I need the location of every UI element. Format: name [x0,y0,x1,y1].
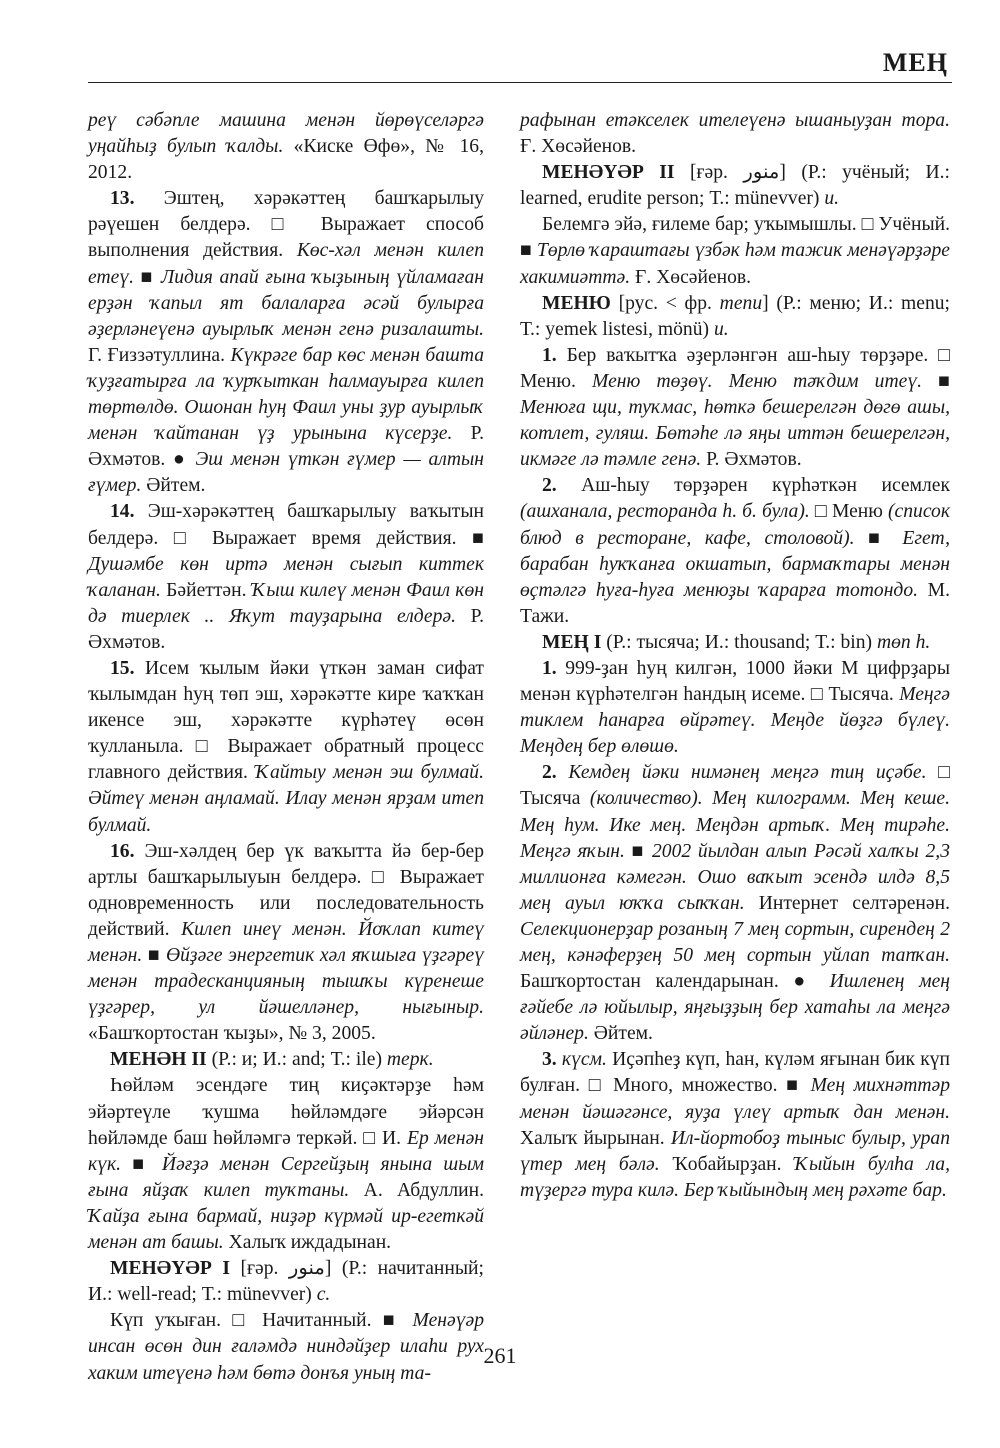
definition-text: Г. Ғиззәтуллина. [88,344,231,366]
example-text: Эш менән үткән ғүмер — алтын ғүмер. [88,449,484,497]
definition-text: Эш-хәлдең бер үк ваҡытта йә бер-бер артлы башҡарылыуын белдерә. □ Выражает одновременность или последовательность действий. [88,840,484,940]
entry-paragraph [520,760,950,1047]
definition-text: ] (Р.: меню; И.: menu; Т.: yemek listesi, mönü) [520,292,950,340]
definition-text: Күп уҡыған. □ Начитанный. ■ [110,1310,413,1332]
example-text: Лидия апай ғына ҡыҙының үйламаған ерҙән ҡапыл ят балаларға әсәй булырға әҙерләнеүенә ауырлыҡ менән генә ризалашты. [88,266,484,340]
definition-text: Белемгә эйә, ғилеме бар; уҡымышлы. □ Учёный. ■ [520,214,950,262]
definition-text: Бер ваҡытҡа әҙерләнгән аш-һыу төрҙәре. □ Меню. [520,344,950,392]
example-text: рафынан етәкселек ителеүенә ышаныуҙан тора. [520,110,950,131]
headword: МЕНӘҮӘР II [542,162,675,184]
definition-text: «Башҡортостан ҡыҙы», № 3, 2005. [88,1023,376,1045]
definition-text: [ғәр. منور] (Р.: начитанный; И.: well-read; Т.: münevver) [88,1258,484,1306]
definition-text: ■ [142,945,166,966]
example-text: Меню төҙөү. Меню тәҡдим итеү. [592,370,923,392]
headword: 15. [110,657,135,679]
headword: МЕНӘН II [110,1049,207,1071]
entry-paragraph [520,473,950,630]
example-text: с. [316,1284,331,1306]
example-text: (количество). Мең килограмм. Мең кеше. Мең һум. Ике мең. Меңдән артыҡ. Мең тирәһе. Меңгә яҡын. [520,788,950,862]
definition-text: ■ [922,370,951,392]
definition-text: А. Абдуллин. [349,1179,485,1201]
example-text: menu [719,292,763,314]
example-text: Менәүәр инсан өсөн дин ғаләмдә ниндәйҙер илаһи рух хаким итеүенә һәм бөтә донъя уның та- [88,1310,484,1384]
definition-text: □ Меню [809,501,889,523]
left-column [88,108,484,1387]
definition-text: (Р.: тысяча; И.: thousand; Т.: bin) [601,631,877,653]
definition-text: Бәйеттән. [160,579,252,601]
example-text: Менюға щи, туҡмас, һөткә бешерелгән дөгө ашы, котлет, гуляш. Бөтәһе лә яңы иттән бешерелгән, икмәге лә тәмле генә. [520,397,950,471]
entry-paragraph [88,1047,484,1073]
example-text: Ҡыйын булһа ла, түҙергә тура килә. Бер ҡыйындың мең рәхәте бар. [520,1153,950,1201]
headword: 16. [110,840,135,862]
example-text: Өйҙәге энергетик хәл яҡшыға үҙгәреү менән традесканцияның тышҡы күренеше үҙгәрер, ул йәшелләнер, нығыныр. [88,945,484,1019]
headword: 2. [542,475,557,497]
headword: МЕҢ I [542,631,602,653]
entry-paragraph [520,160,950,212]
headword: МЕНӘҮӘР I [110,1258,230,1280]
definition-text: ■ [133,266,161,288]
example-text: Килеп инеү менән. Йоҡлап китеү менән. [88,918,484,966]
headword: 13. [110,188,135,210]
headword: 2. [542,762,557,784]
example-text: Төрлө ҡараштағы үзбәк һәм тажик менәүәрҙәре хакимиәттә. [520,240,951,288]
definition-text: Р. Әхмәтов. [701,449,802,471]
entry-paragraph [88,1256,484,1308]
definition-text: ■ [624,840,652,862]
running-head: МЕҢ [882,48,948,77]
definition-text: Эш-хәрәкәттең башҡарылыу ваҡытын белдерә. □ Выражает время действия. ■ [88,501,484,549]
definition-text: Аш-һыу төрҙәрен күрһәткән исемлек [556,475,950,497]
entry-paragraph [88,186,484,499]
entry-paragraph [88,839,484,1048]
right-column [520,108,950,1204]
definition-text: 999-ҙан һуң килгән, 1000 йәки М цифрҙары менән күрһәтелгән һандың исеме. □ Тысяча. [520,657,950,706]
entry-paragraph [520,1047,950,1204]
example-text: Кемдең йәки нимәнең меңгә тиң иҫәбе. [556,762,927,784]
definition-text: Һөйләм эсендәге тиң киҫәктәрҙе һәм эйәртеүле ҡушма һөйләмдәге эйәрсән һөйләмде баш һөйләмгә теркәй. □ И. [88,1075,484,1149]
entry-paragraph [520,656,950,760]
definition-text: Ҡобайырҙан. [659,1153,795,1175]
definition-text: Халыҡ йырынан. [520,1127,671,1149]
example-text: Ил-йортобоҙ тыныс булыр, урап үтер мең бәлә. [520,1127,950,1175]
example-text: Душәмбе көн иртә менән сығып киттек ҡаланан. [88,553,484,601]
example-text: Күкрәге бар көс менән башта ҡуҙғатырға ла ҡурҡыткан һалмауырға килеп төртөлдө. Ошонан һуң Фаил уны ҙур ауырлыҡ менән ҡайтанан үҙ урынына күсерҙе. [88,344,485,445]
definition-text: Интернет селтәренән. [744,892,950,914]
page-number: 261 [483,1343,517,1368]
example-text: Мең михнәттәр менән йәшәгәнсе, яуҙа үлеү артыҡ дан менән. [520,1075,950,1123]
entry-paragraph [88,656,484,839]
definition-text: ■ [121,1153,162,1175]
definition-text: Исем ҡылым йәки үткән заман сифат ҡылымдан һуң төп эш, хәрәкәтте кире ҡаҡҡан икенсе эш, хәрәкәтте күрһәтеү өсөн ҡулланыла. □ Выражает обратный процесс главного действия. [88,657,484,784]
definition-text: «Киске Өфө», № 16, 2012. [88,136,484,184]
example-text: (список блюд в ресторане, кафе, столовой). [520,501,951,549]
definition-text: □ Тысяча [520,762,951,810]
headword: 14. [110,501,135,523]
definition-text: Р. Әхмәтов. [88,605,485,653]
example-text: Егет, барабан һуҡҡанға окшатып, бармаҡтары менән өҫтәлгә һуға-һуға менюҙы ҡарарға тотондо. [520,527,950,601]
entry-paragraph [520,630,950,656]
definition-text: Әйтем. [141,475,206,497]
definition-text: Башҡортостан календарынан. ● [520,971,830,993]
entry-paragraph [520,108,950,160]
example-text: 2002 йылдан алып Рәсәй халҡы 2,3 миллионға кәмегән. Ошо ваҡыт эсендә илдә 8,5 мең ауыл юҡҡа сыҡҡан. [520,840,951,914]
example-text: күсм. [556,1049,607,1071]
definition-text: (Р.: и; И.: and; Т.: ile) [206,1049,387,1071]
entry-paragraph [88,1073,484,1256]
entry-paragraph [88,499,484,656]
entry-paragraph [520,343,950,473]
definition-text: Ғ. Хөсәйенов. [630,266,752,288]
headword: 1. [542,657,557,679]
definition-text: Ғ. Хөсәйенов. [520,136,637,158]
example-text: и. [824,188,840,210]
headword: 1. [542,344,557,366]
example-text: реү сәбәпле машина менән йөрөүселәргә уңайһыҙ булып ҡалды. [88,110,484,158]
entry-paragraph [520,291,950,343]
definition-text: Халыҡ иждадынан. [223,1232,392,1254]
headword: МЕНЮ [542,292,611,314]
definition-text: Әйтем. [588,1023,653,1045]
example-text: и. [713,318,729,340]
example-text: Ҡайҙа ғына бармай, ниҙәр күрмәй ир-егеткәй менән ат башы. [88,1205,484,1254]
example-text: терк. [386,1049,434,1071]
definition-text: [рус. < фр. [610,292,720,314]
definition-text: М. Тажи. [520,579,950,627]
definition-text: [ғәр. منور] (Р.: учёный; И.: learned, erudite person; Т.: münevver) [520,162,950,210]
example-text: Ҡыш килеү менән Фаил көн дә тиерлек .. Яҡут тауҙарына елдерә. [88,579,484,627]
headword: 3. [542,1049,557,1071]
definition-text: Иҫәпһеҙ күп, һан, күләм яғынан бик күп булған. □ Много, множество. ■ [520,1049,950,1097]
definition-text: Эштең, хәрәкәттең башҡарылыу рәүешен белдерә. □ Выражает способ выполнения действия. [88,188,484,262]
entry-paragraph [88,108,484,186]
example-text: Селекционерҙар розаның 7 мең сортын, сирендең 2 мең, кәнәферҙең 50 мең сортын уйлап тапҡан. [520,918,950,966]
example-text: Көс-хәл менән килеп етеү. [88,240,484,288]
header-rule [88,82,952,83]
example-text: Йәғҙә менән Сергейҙың янына шым ғына яйҙаҡ килеп туҡтаны. [88,1153,484,1201]
example-text: Меңгә тиклем һанарға өйрәтеү. Меңде йөҙгә бүлеү. Меңдең бер өлөшө. [520,684,950,758]
entry-paragraph [520,212,950,290]
example-text: Ер менән күк. [88,1127,484,1175]
example-text: төп һ. [876,631,931,653]
example-text: Ҡайтыу менән эш булмай. Әйтеү менән аңламай. Илау менән ярҙам итеп булмай. [88,762,484,836]
example-text: (ашханала, ресторанда һ. б. була). [520,501,810,523]
example-text: Ишленең мең ғәйебе лә юйылыр, яңғыҙҙың бер хатаһы ла меңгә әйләнер. [520,971,950,1045]
definition-text: ■ [854,527,903,549]
definition-text: Р. Әхмәтов. ● [88,423,484,471]
